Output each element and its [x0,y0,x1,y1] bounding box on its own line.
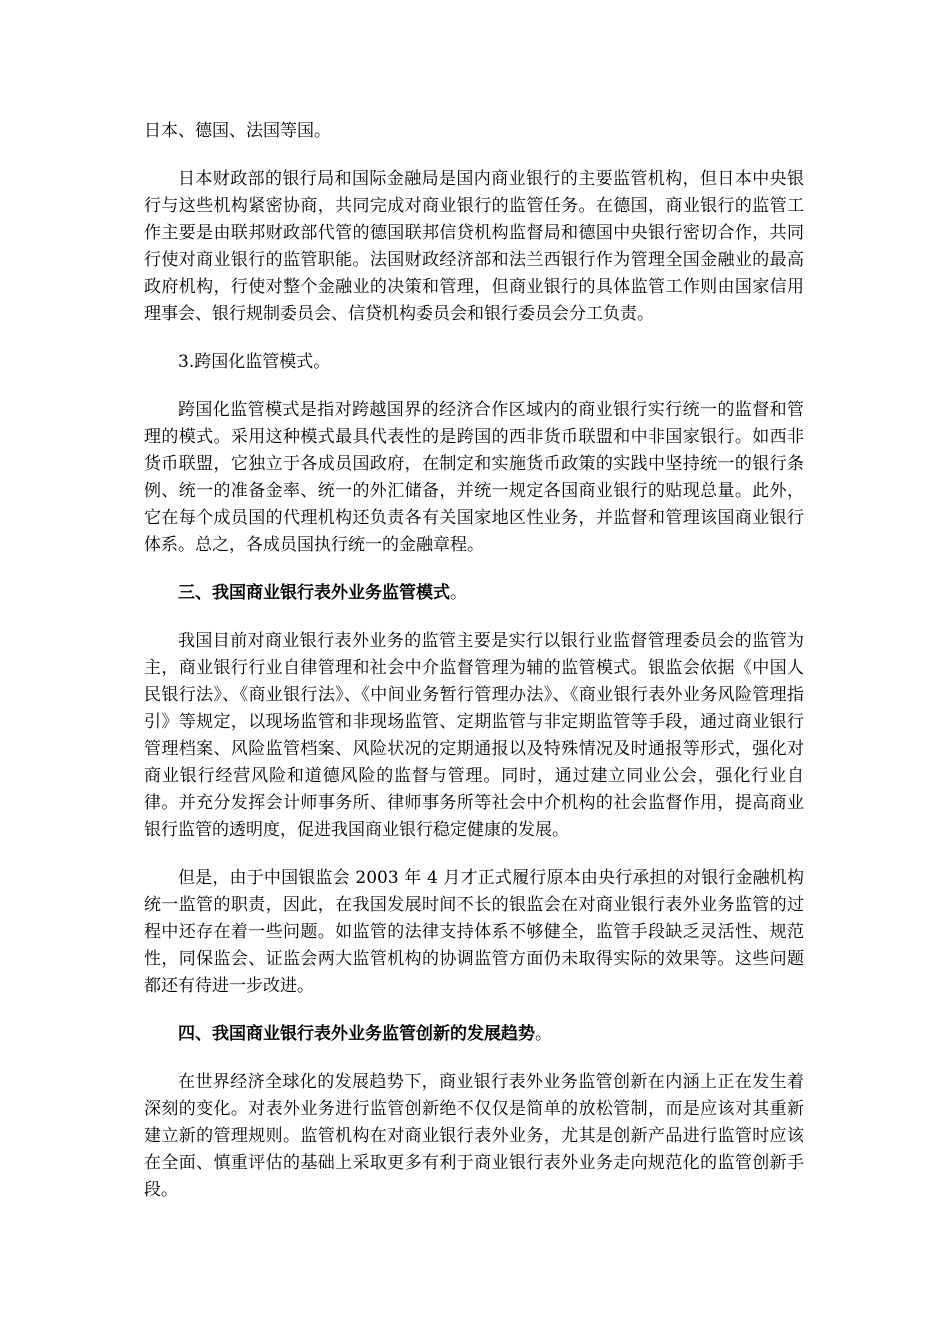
paragraph-innovation-trend: 在世界经济全球化的发展趋势下，商业银行表外业务监管创新在内涵上正在发生着深刻的变化。对表外业务进行监管创新绝不仅仅是简单的放松管制，而是应该对其重新建立新的管理规则。监管机构在对商业银行表外业务，尤其是创新产品进行监管时应该在全面、慎重评估的基础上采取更多有利于商业银行表外业务走向规范化的监管创新手段。 [144,1072,804,1200]
subheading-transnational-model: 3.跨国化监管模式。 [178,352,331,372]
paragraph-china-model: 我国目前对商业银行表外业务的监管主要是实行以银行业监督管理委员会的监管为主，商业银行行业自律管理和社会中介监督管理为辅的监管模式。银监会依据《中国人民银行法》、《商业银行法》、《中间业务暂行管理办法》、《商业银行表外业务风险管理指引》等规定，以现场监管和非现场监管、定期监管与非定期监管等手段，通过商业银行管理档案、风险监管档案、风险状况的定期通报以及特殊情况及时通报等形式，强化对商业银行经营风险和道德风险的监督与管理。同时，通过建立同业公会，强化行业自律。并充分发挥会计师事务所、律师事务所等社会中介机构的社会监督作用，提高商业银行监管的透明度，促进我国商业银行稳定健康的发展。 [144,631,804,840]
paragraph-japan-germany-france: 日本财政部的银行局和国际金融局是国内商业银行的主要监管机构，但日本中央银行与这些机构紧密协商，共同完成对商业银行的监管任务。在德国，商业银行的监管工作主要是由联邦财政部代管的德国联邦信贷机构监督局和德国中央银行密切合作，共同行使对商业银行的监管职能。法国财政经济部和法兰西银行作为管理全国金融业的最高政府机构，行使对整个金融业的决策和管理，但商业银行的具体监管工作则由国家信用理事会、银行规制委员会、信贷机构委员会和银行委员会分工负责。 [144,169,804,324]
section-heading-3-text: 三、我国商业银行表外业务监管模式 [178,583,450,603]
document-body [144,118,804,1225]
paragraph-continuation: 日本、德国、法国等国。 [144,121,331,141]
section-heading-4 [144,1021,804,1048]
section-heading-3 [144,580,804,607]
paragraph-transnational-model: 跨国化监管模式是指对跨越国界的经济合作区域内的商业银行实行统一的监督和管理的模式。采用这种模式最具代表性的是跨国的西非货币联盟和中非国家银行。如西非货币联盟，它独立于各成员国政府，在制定和实施货币政策的实践中坚持统一的银行条例、统一的准备金率、统一的外汇储备，并统一规定各国商业银行的贴现总量。此外，它在每个成员国的代理机构还负责各有关国家地区性业务，并监督和管理该国商业银行体系。总之，各成员国执行统一的金融章程。 [144,400,804,555]
section-heading-4-text: 四、我国商业银行表外业务监管创新的发展趋势 [178,1024,535,1044]
paragraph-china-problems: 但是，由于中国银监会 2003 年 4 月才正式履行原本由央行承担的对银行金融机构统一监管的职责，因此，在我国发展时间不长的银监会在对商业银行表外业务监管的过程中还存在着一些问题。如监管的法律支持体系不够健全，监管手段缺乏灵活性、规范性，同保监会、证监会两大监管机构的协调监管方面仍未取得实际的效果等。这些问题都还有待进一步改进。 [144,868,804,996]
section-heading-3-period: 。 [450,583,467,603]
section-heading-4-period: 。 [535,1024,552,1044]
